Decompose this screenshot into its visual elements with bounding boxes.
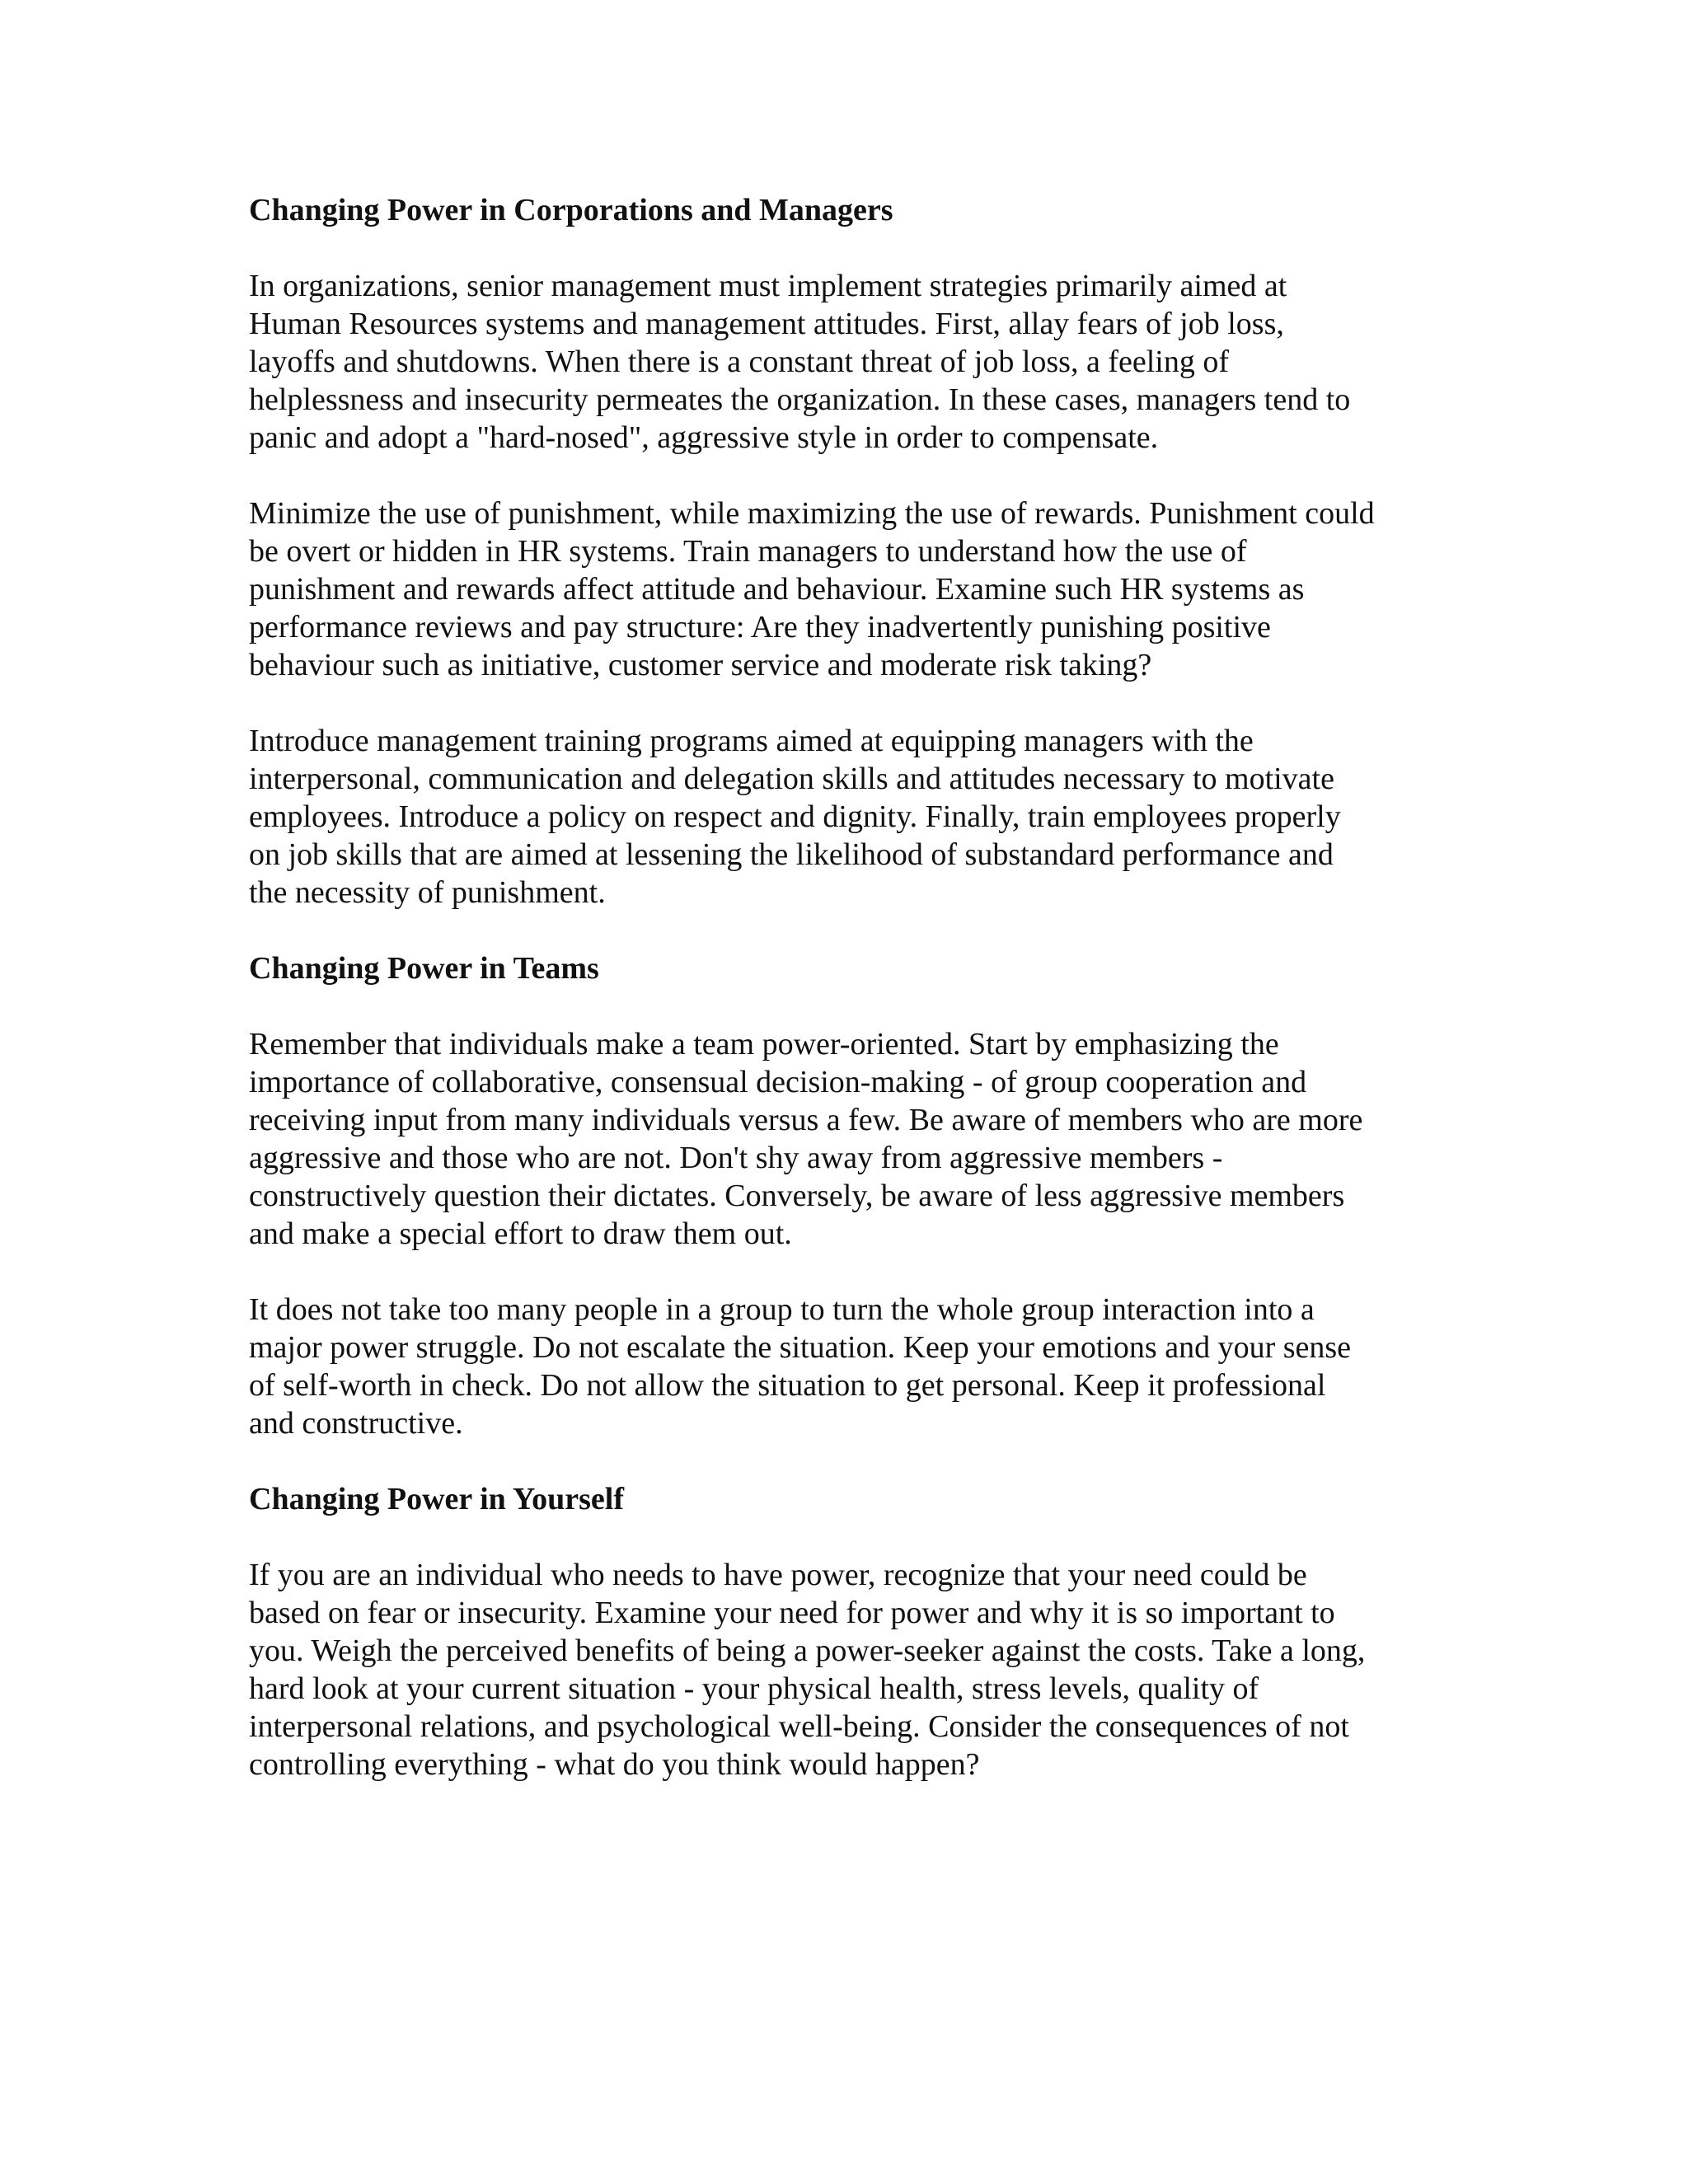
paragraph: In organizations, senior management must implement strategies primarily aimed at Human Resources systems and management attitudes. First, allay fears of job loss, layoffs and shutdowns. When there is a constant threat of job loss, a feeling of helplessness and insecurity permeates the organization. In these cases, managers tend to panic and adopt a "hard-nosed", aggressive style in order to compensate.	[249, 269, 1351, 455]
paragraph: Introduce management training programs aimed at equipping managers with the interpersonal, communication and delegation skills and attitudes necessary to motivate employees. Introduce a policy on respect and dignity. Finally, train employees properly on job skills that are aimed at lessening the likelihood of substandard performance and the necessity of punishment.	[249, 724, 1341, 910]
section-heading-yourself: Changing Power in Yourself	[249, 1482, 624, 1516]
paragraph: If you are an individual who needs to have power, recognize that your need could be based on fear or insecurity. Examine your need for power and why it is so important to you. Weigh the perceived benefits of being a power-seeker against the costs. Take a long, hard look at your current situation - your physical health, stress levels, quality of interpersonal relations, and psychological well-being. Consider the consequences of not controlling everything - what do you think would happen?	[249, 1558, 1366, 1782]
paragraph: It does not take too many people in a group to turn the whole group interaction into a major power struggle. Do not escalate the situation. Keep your emotions and your sense of self-worth in check. Do not allow the situation to get personal. Keep it professional and constructive.	[249, 1292, 1352, 1441]
paragraph: Remember that individuals make a team power-oriented. Start by emphasizing the importance of collaborative, consensual decision-making - of group cooperation and receiving input from many individuals versus a few. Be aware of members who are more aggressive and those who are not. Don't shy away from aggressive members - constructively question their dictates. Conversely, be aware of less aggressive members and make a special effort to draw them out.	[249, 1027, 1363, 1251]
section-heading-teams: Changing Power in Teams	[249, 951, 599, 986]
section-heading-corporations: Changing Power in Corporations and Managers	[249, 193, 893, 227]
document-body	[249, 191, 1461, 1821]
paragraph: Minimize the use of punishment, while maximizing the use of rewards. Punishment could be overt or hidden in HR systems. Train managers to understand how the use of punishment and rewards affect attitude and behaviour. Examine such HR systems as performance reviews and pay structure: Are they inadvertently punishing positive behaviour such as initiative, customer service and moderate risk taking?	[249, 496, 1375, 682]
